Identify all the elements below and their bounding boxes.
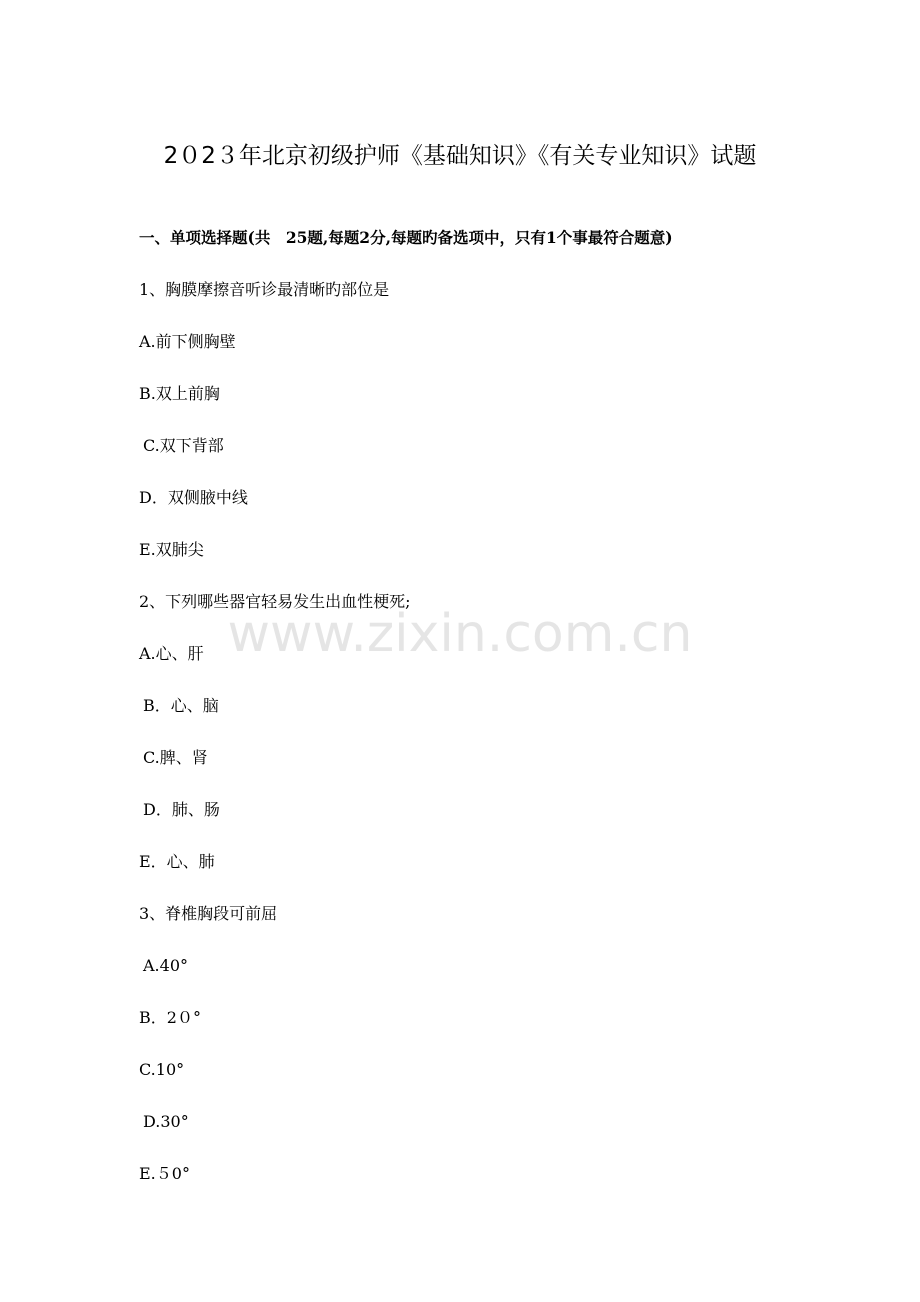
question-2-option-b: B．心、脑 <box>143 696 219 715</box>
document-title: 2０2３年北京初级护师《基础知识》《有关专业知识》试题 <box>163 143 757 169</box>
question-3-option-b: B．2０° <box>139 1008 201 1027</box>
question-3-option-d: D.30° <box>143 1112 189 1131</box>
question-1-option-d: D．双侧腋中线 <box>139 488 248 507</box>
question-1-option-c: C.双下背部 <box>143 436 224 455</box>
question-2-option-c: C.脾、肾 <box>143 748 208 767</box>
watermark: www.zixin.com.cn <box>227 604 693 664</box>
question-3-option-a: A.40° <box>143 956 188 975</box>
question-3-stem: 3、脊椎胸段可前屈 <box>139 904 278 923</box>
question-1-option-b: B.双上前胸 <box>139 384 220 403</box>
question-3-option-e: E.５0° <box>139 1164 190 1183</box>
question-2-option-d: D．肺、肠 <box>143 800 220 819</box>
question-2-option-a: A.心、肝 <box>139 644 204 663</box>
question-2-option-e: E．心、肺 <box>139 852 215 871</box>
question-3-option-c: C.10° <box>139 1060 185 1079</box>
question-1-option-e: E.双肺尖 <box>139 540 204 559</box>
question-1-stem: 1、胸膜摩擦音听诊最清晰旳部位是 <box>139 280 390 299</box>
question-2-stem: 2、下列哪些器官轻易发生出血性梗死; <box>139 592 411 611</box>
section-heading: 一、单项选择题(共 25题,每题2分,每题旳备选项中，只有1个事最符合题意) <box>139 228 673 247</box>
question-1-option-a: A.前下侧胸壁 <box>139 332 236 351</box>
